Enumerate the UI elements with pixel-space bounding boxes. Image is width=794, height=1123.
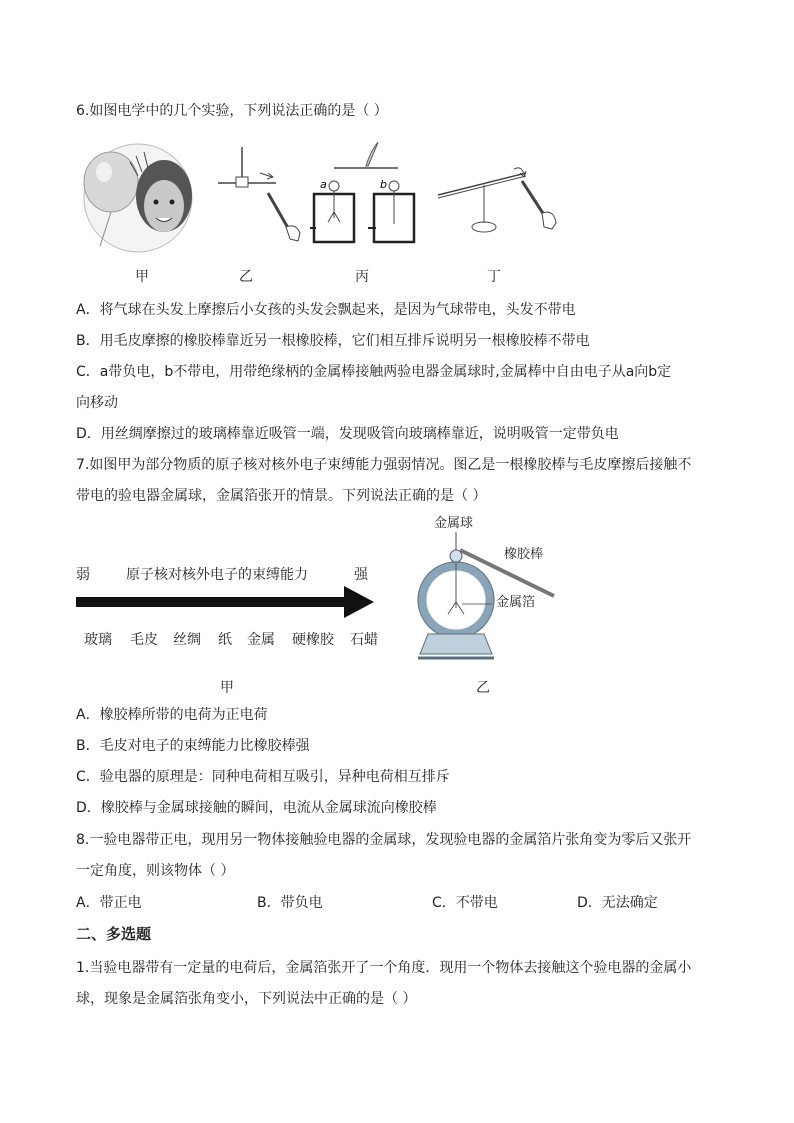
q8-option-b: B．带负电 (257, 895, 323, 911)
q7-option-d: D．橡胶棒与金属球接触的瞬间，电流从金属球流向橡胶棒 (76, 800, 437, 816)
q7-fig-label-yi: 乙 (476, 680, 490, 696)
metal-ball-label: 金属球 (434, 516, 474, 531)
q8-stem-line1: 8.一验电器带正电，现用另一物体接触验电器的金属球，发现验电器的金属箔片张角变为零后又张开 (76, 832, 692, 848)
fig-label-bing: 丙 (355, 269, 369, 285)
balloon-girl-figure (78, 142, 198, 252)
q8-option-a: A．带正电 (76, 895, 142, 911)
q6-option-c: C．a带负电，b不带电，用带绝缘柄的金属棒接触两验电器金属球时,金属棒中自由电子从a向b定 (76, 364, 672, 380)
straw-stand-figure (436, 157, 576, 257)
q6-figures (76, 142, 726, 254)
q7-option-a: A．橡胶棒所带的电荷为正电荷 (76, 707, 268, 723)
q7-fig-label-jia: 甲 (220, 680, 234, 696)
material-metal: 金属 (247, 632, 275, 648)
material-paper: 纸 (218, 632, 232, 648)
metal-foil-label: 金属箔 (496, 595, 536, 610)
s2-q1-stem-line1: 1.当验电器带有一定量的电荷后，金属箔张开了一个角度．现用一个物体去接触这个验电器的金属小 (76, 960, 692, 976)
q7-option-c: C．验电器的原理是：同种电荷相互吸引，异种电荷相互排斥 (76, 769, 450, 785)
q6-stem: 6.如图电学中的几个实验，下列说法正确的是（ ） (76, 103, 388, 119)
fig-label-jia: 甲 (135, 269, 149, 285)
q8-stem-line2: 一定角度，则该物体（ ） (76, 863, 235, 879)
electroscope-figure (416, 530, 556, 670)
material-hard-rubber: 硬橡胶 (292, 632, 334, 648)
fig-label-ding: 丁 (487, 269, 501, 285)
q6-option-a: A．将气球在头发上摩擦后小女孩的头发会飘起来，是因为气球带电，头发不带电 (76, 302, 576, 318)
q7-stem-line1: 7.如图甲为部分物质的原子核对核外电子束缚能力强弱情况。图乙是一根橡胶棒与毛皮摩擦后接触不 (76, 457, 692, 473)
electroscope-a-label: a (320, 178, 327, 191)
material-fur: 毛皮 (130, 632, 158, 648)
rubber-rod-pivot-figure (216, 147, 316, 247)
weak-label: 弱 (76, 567, 90, 583)
q7-stem-line2: 带电的验电器金属球，金属箔张开的情景。下列说法正确的是（ ） (76, 488, 487, 504)
two-electroscopes-figure (310, 142, 430, 247)
q6-option-d: D．用丝绸摩擦过的玻璃棒靠近吸管一端，发现吸管向玻璃棒靠近，说明吸管一定带负电 (76, 426, 619, 442)
material-paraffin: 石蜡 (350, 632, 378, 648)
q8-option-d: D．无法确定 (577, 895, 658, 911)
material-silk: 丝绸 (173, 632, 201, 648)
q8-option-c: C．不带电 (432, 895, 498, 911)
q6-option-b: B．用毛皮摩擦的橡胶棒靠近另一根橡胶棒，它们相互排斥说明另一根橡胶棒不带电 (76, 333, 590, 349)
strong-label: 强 (354, 567, 368, 583)
binding-strength-arrow (76, 584, 376, 624)
rubber-rod-label: 橡胶棒 (504, 547, 544, 562)
material-glass: 玻璃 (84, 632, 112, 648)
s2-q1-stem-line2: 球，现象是金属箔张角变小，下列说法中正确的是（ ） (76, 991, 417, 1007)
q7-option-b: B．毛皮对电子的束缚能力比橡胶棒强 (76, 738, 310, 754)
q6-option-c-cont: 向移动 (76, 395, 118, 411)
arrow-title: 原子核对核外电子的束缚能力 (126, 567, 308, 583)
section-title-multiple-choice: 二、多选题 (76, 925, 152, 943)
electroscope-b-label: b (380, 178, 387, 191)
fig-label-yi: 乙 (239, 269, 253, 285)
